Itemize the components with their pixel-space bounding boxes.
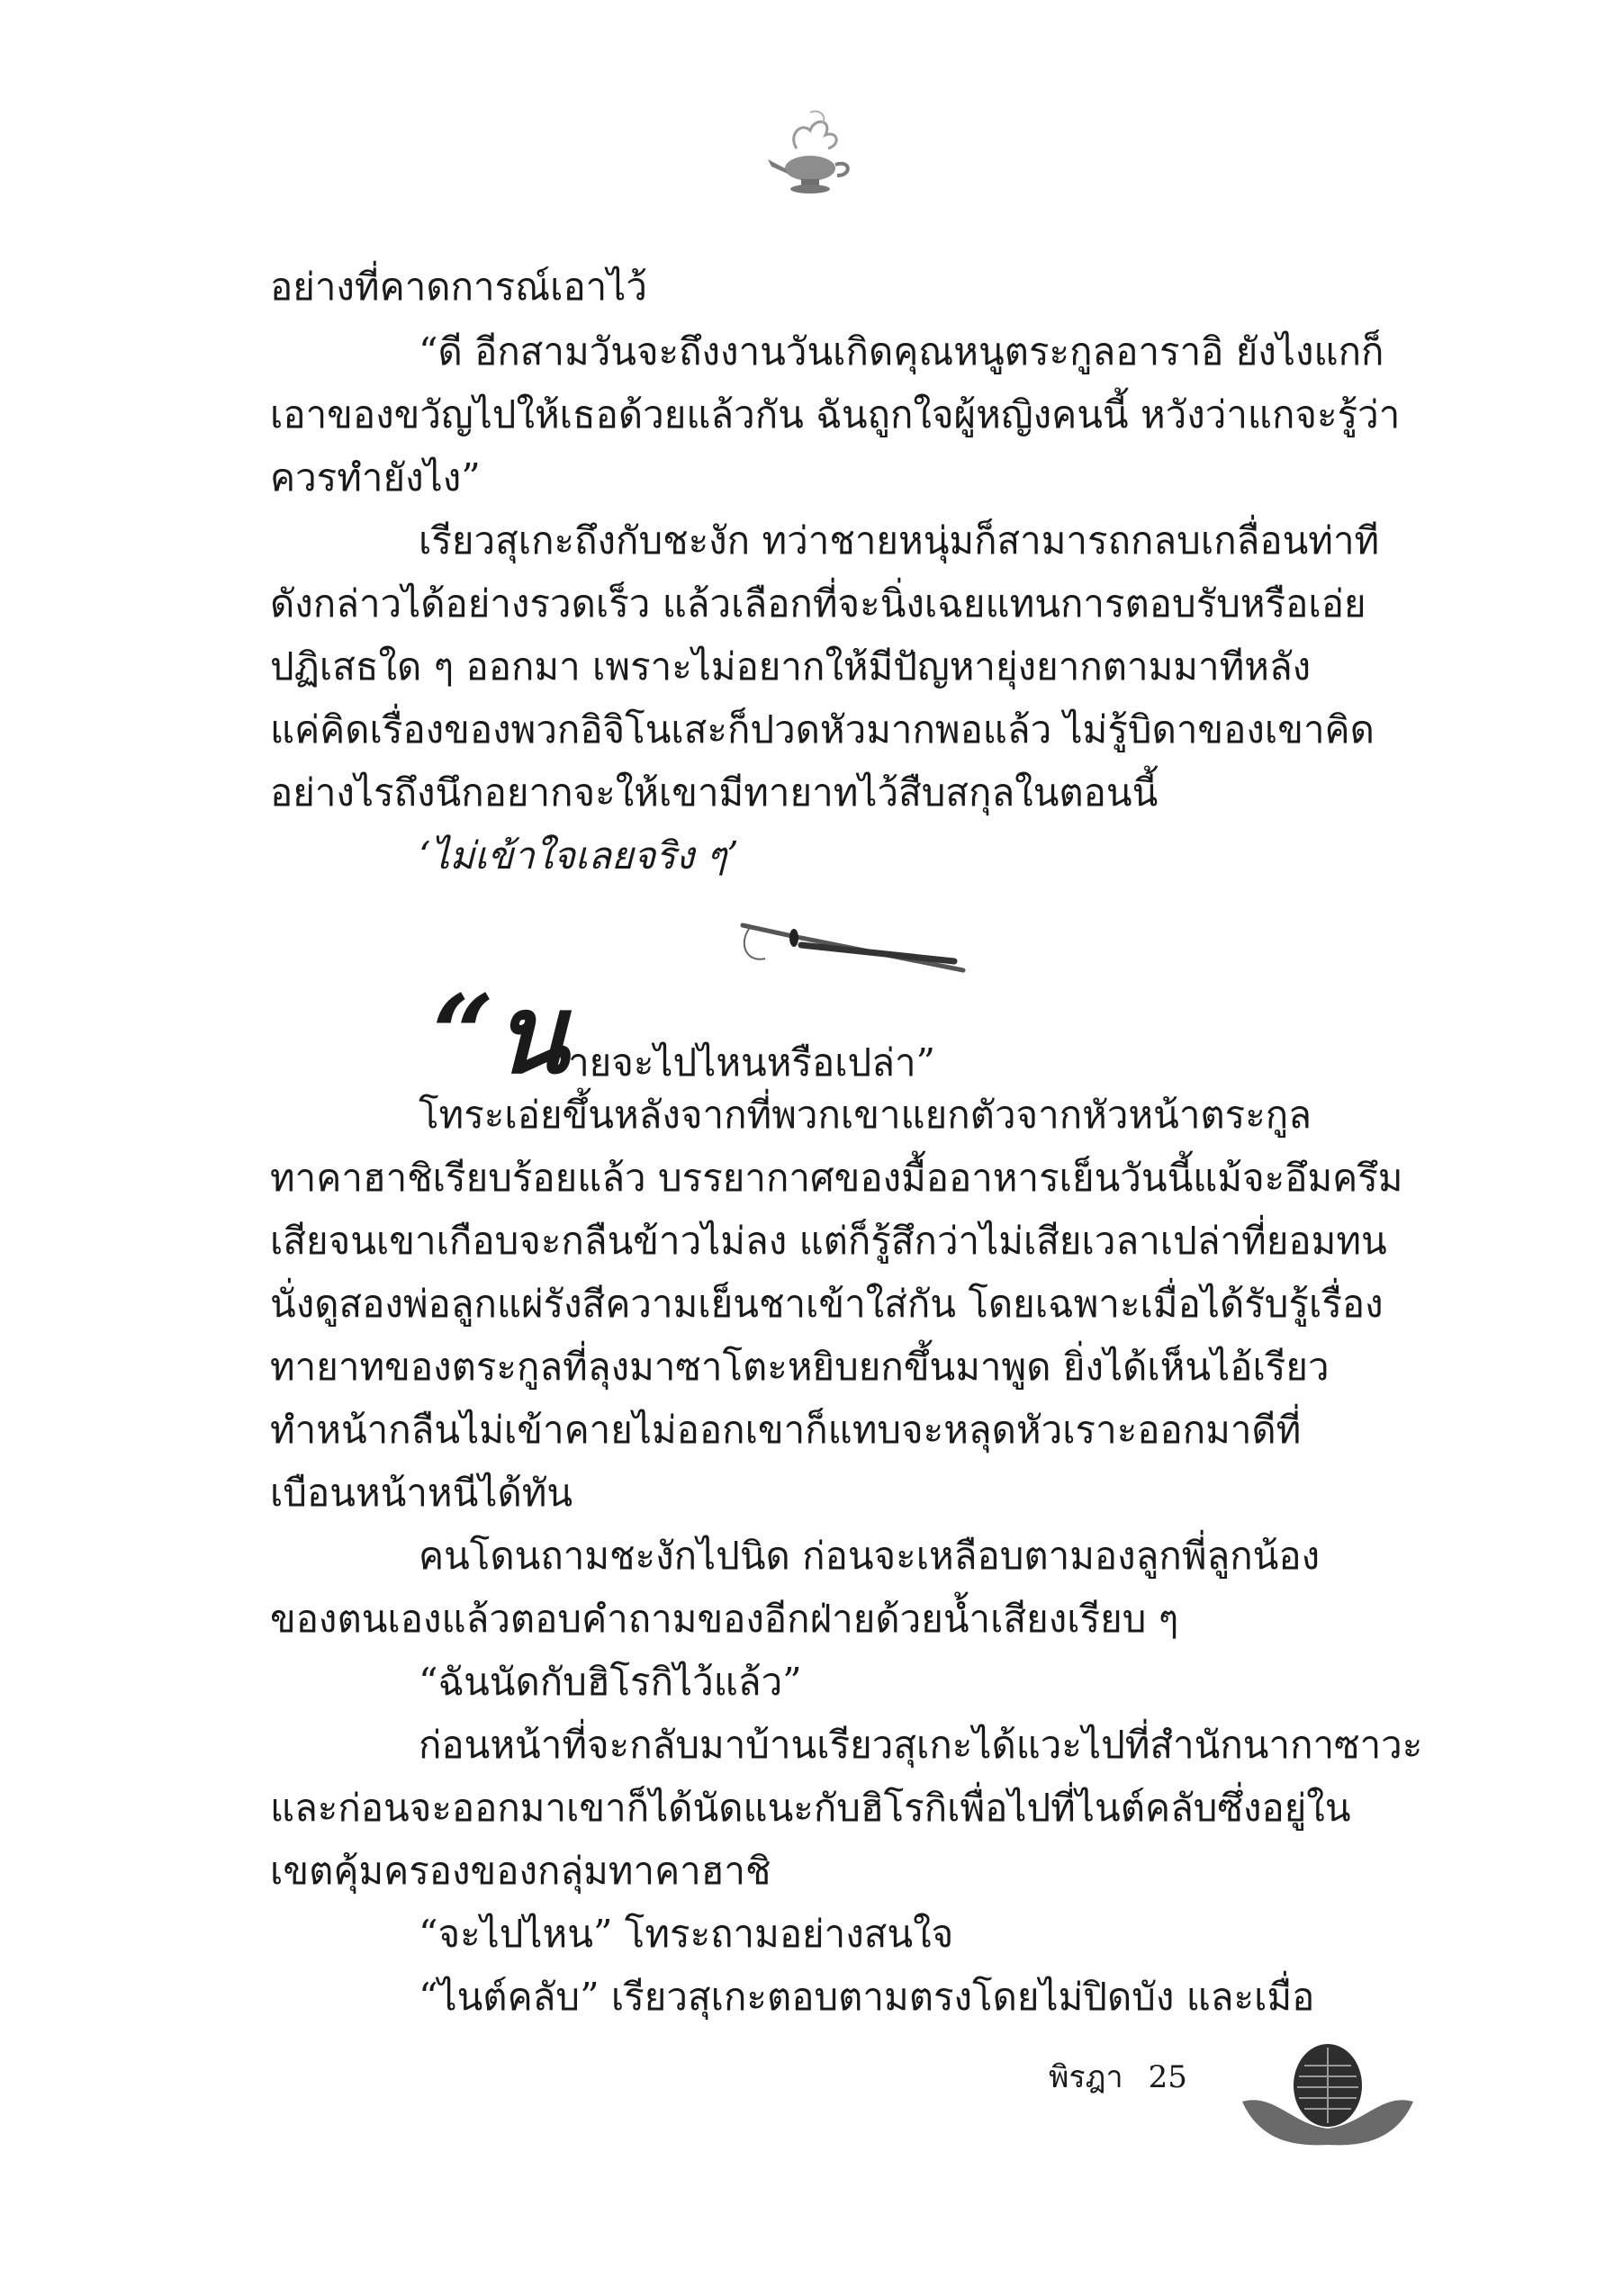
- author-name: พิรฎา: [1049, 2059, 1123, 2095]
- paragraph-6-line-1: คนโดนถามชะงักไปนิด ก่อนจะเหลือบตามองลูกพี่ลูกน้อง: [419, 1534, 1321, 1578]
- katana-icon: [738, 918, 972, 981]
- paragraph-5-line-7: เบือนหน้าหนีได้ทัน: [270, 1471, 573, 1515]
- paragraph-5-line-5: ทายาทของตระกูลที่ลุงมาซาโตะหยิบยกขึ้นมาพูด ยิ่งได้เห็นไอ้เรียว: [270, 1345, 1330, 1389]
- paragraph-5-line-3: เสียจนเขาเกือบจะกลืนข้าวไม่ลง แต่ก็รู้สึกว่าไม่เสียเวลาเปล่าที่ยอมทน: [270, 1219, 1387, 1263]
- paragraph-5-line-4: นั่งดูสองพ่อลูกแผ่รังสีความเย็นชาเข้าใส่กัน โดยเฉพาะเมื่อได้รับรู้เรื่อง: [270, 1282, 1384, 1326]
- paragraph-5-line-1: โทระเอ่ยขึ้นหลังจากที่พวกเขาแยกตัวจากหัวหน้าตระกูล: [419, 1093, 1312, 1137]
- paragraph-3-line-2: ดังกล่าวได้อย่างรวดเร็ว แล้วเลือกที่จะนิ่งเฉยแทนการตอบรับหรือเอ่ย: [270, 581, 1366, 626]
- magic-lamp-icon: [761, 104, 860, 203]
- paragraph-3-line-3: ปฏิเสธใด ๆ ออกมา เพราะไม่อยากให้มีปัญหายุ่งยากตามมาทีหลัง: [270, 644, 1312, 689]
- paragraph-3-line-4: แค่คิดเรื่องของพวกอิจิโนเสะก็ปวดหัวมากพอแล้ว ไม่รู้บิดาของเขาคิด: [270, 707, 1375, 752]
- paragraph-3-line-1: เรียวสุเกะถึงกับชะงัก ทว่าชายหนุ่มก็สามารถกลบเกลื่อนท่าที: [419, 518, 1380, 563]
- chapter-opening: [432, 971, 936, 1098]
- paragraph-2-line-1: “ดี อีกสามวันจะถึงงานวันเกิดคุณหนูตระกูลอาราอิ ยังไงแกก็: [419, 329, 1384, 374]
- paragraph-8-line-3: เขตคุ้มครองของกลุ่มทาคาฮาชิ: [270, 1849, 771, 1893]
- paragraph-10: “ไนต์คลับ” เรียวสุเกะตอบตามตรงโดยไม่ปิดบัง และเมื่อ: [419, 1975, 1315, 2019]
- paragraph-6-line-2: ของตนเองแล้วตอบคำถามของอีกฝ่ายด้วยน้ำเสียงเรียบ ๆ: [270, 1597, 1179, 1641]
- paragraph-4: ‘ไม่เข้าใจเลยจริง ๆ’: [419, 833, 739, 878]
- paragraph-2-line-2: เอาของขวัญไปให้เธอด้วยแล้วกัน ฉันถูกใจผู้หญิงคนนี้ หวังว่าแกจะรู้ว่า: [270, 392, 1401, 437]
- paragraph-7: “ฉันนัดกับฮิโรกิไว้แล้ว”: [419, 1660, 802, 1704]
- paragraph-2-line-3: ควรทำยังไง”: [270, 455, 481, 500]
- kendo-mask-icon: [1238, 2039, 1418, 2156]
- page-number: 25: [1148, 2059, 1187, 2095]
- paragraph-8-line-2: และก่อนจะออกมาเขาก็ได้นัดแนะกับฮิโรกิเพื่อไปที่ไนต์คลับซึ่งอยู่ใน: [270, 1786, 1351, 1830]
- paragraph-5-line-2: ทาคาฮาชิเรียบร้อยแล้ว บรรยากาศของมื้ออาหารเย็นวันนี้แม้จะอึมครึม: [270, 1156, 1403, 1200]
- dropcap: “น: [432, 971, 569, 1098]
- dropcap-line: ายจะไปไหนหรือเปล่า”: [568, 1040, 936, 1085]
- page-footer: [1049, 2052, 1213, 2101]
- paragraph-3-line-5: อย่างไรถึงนึกอยากจะให้เขามีทายาทไว้สืบสกุลในตอนนี้: [270, 770, 1159, 815]
- paragraph-5-line-6: ทำหน้ากลืนไม่เข้าคายไม่ออกเขาก็แทบจะหลุดหัวเราะออกมาดีที่: [270, 1408, 1302, 1452]
- paragraph-9: “จะไปไหน” โทระถามอย่างสนใจ: [419, 1912, 954, 1956]
- paragraph-1: อย่างที่คาดการณ์เอาไว้: [270, 265, 647, 309]
- paragraph-8-line-1: ก่อนหน้าที่จะกลับมาบ้านเรียวสุเกะได้แวะไปที่สำนักนากาซาวะ: [419, 1723, 1423, 1767]
